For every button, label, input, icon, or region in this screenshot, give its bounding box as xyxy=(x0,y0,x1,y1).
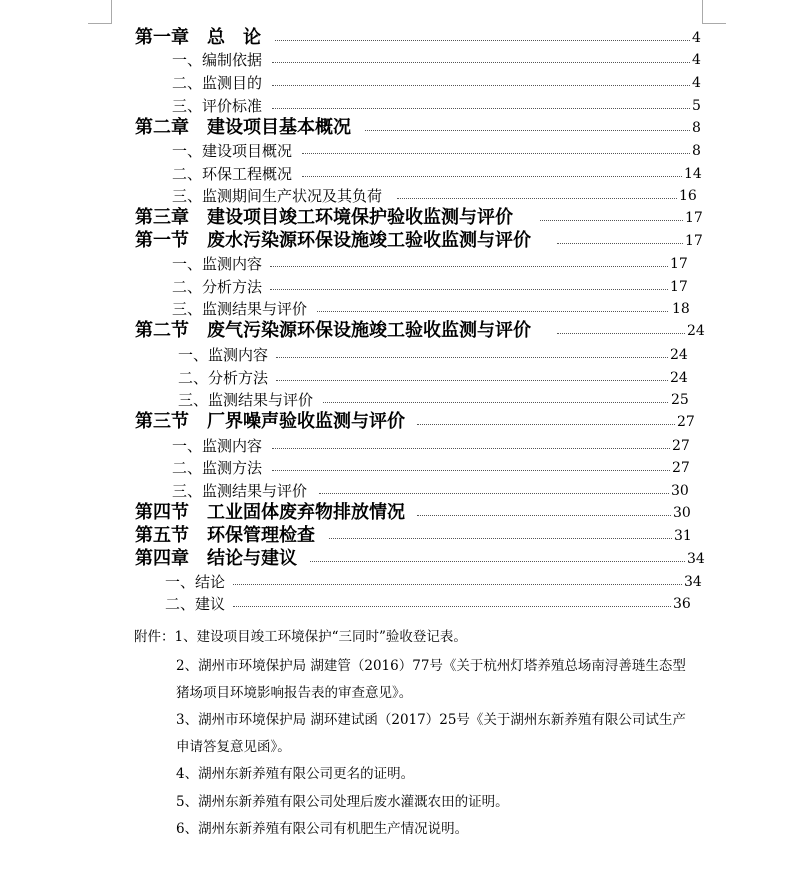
appendix-item: 3、湖州市环境保护局 湖环建试函（2017）25号《关于湖州东新养殖有限公司试生产 xyxy=(176,712,686,728)
toc-entry[interactable] xyxy=(172,185,700,207)
toc-entry-page: 5 xyxy=(690,95,701,117)
toc-entry-label: 三、监测期间生产状况及其负荷 xyxy=(172,187,383,205)
toc-entry-label: 一、监测内容 xyxy=(172,255,263,273)
toc-leader-dots xyxy=(319,493,669,494)
toc-leader-dots xyxy=(275,40,690,41)
toc-leader-dots xyxy=(365,130,690,131)
appendix-item: 附件：1、建设项目竣工环境保护“三同时”验收登记表。 xyxy=(134,629,467,645)
toc-entry-label: 第一节 废水污染源环保设施竣工验收监测与评价 xyxy=(135,230,531,251)
toc-leader-dots xyxy=(540,220,683,221)
toc-entry-page: 31 xyxy=(672,525,692,547)
toc-entry-page: 16 xyxy=(677,185,697,207)
toc-entry[interactable] xyxy=(135,320,705,342)
toc-entry[interactable] xyxy=(178,344,700,366)
toc-entry[interactable] xyxy=(165,571,700,593)
toc-leader-dots xyxy=(557,243,683,244)
toc-entry[interactable] xyxy=(135,502,700,524)
toc-entry[interactable] xyxy=(172,95,700,117)
toc-entry-page: 8 xyxy=(690,117,701,139)
toc-entry-label: 一、监测内容 xyxy=(178,346,269,364)
toc-leader-dots xyxy=(302,176,682,177)
toc-entry-label: 三、监测结果与评价 xyxy=(172,300,308,318)
toc-entry-page: 24 xyxy=(668,344,688,366)
toc-leader-dots xyxy=(270,266,668,267)
toc-leader-dots xyxy=(272,62,690,63)
toc-entry-page: 34 xyxy=(682,571,702,593)
toc-leader-dots xyxy=(323,402,668,403)
toc-entry-page: 30 xyxy=(669,480,689,502)
toc-entry-label: 第二节 废气污染源环保设施竣工验收监测与评价 xyxy=(135,320,531,341)
toc-entry-label: 第五节 环保管理检查 xyxy=(135,525,315,546)
toc-entry-label: 一、监测内容 xyxy=(172,437,263,455)
toc-entry-page: 25 xyxy=(669,389,689,411)
toc-entry-label: 二、监测方法 xyxy=(172,459,263,477)
toc-leader-dots xyxy=(276,380,668,381)
toc-entry[interactable] xyxy=(178,389,700,411)
toc-entry[interactable] xyxy=(135,411,700,433)
toc-entry-label: 第三节 厂界噪声验收监测与评价 xyxy=(135,411,405,432)
toc-entry[interactable] xyxy=(178,367,700,389)
toc-entry-page: 17 xyxy=(668,253,688,275)
toc-entry-page: 17 xyxy=(668,276,688,298)
toc-leader-dots xyxy=(272,108,690,109)
toc-entry-label: 二、建议 xyxy=(165,595,226,613)
toc-entry[interactable] xyxy=(172,435,700,457)
toc-entry[interactable] xyxy=(172,140,700,162)
toc-entry-page: 4 xyxy=(690,72,701,94)
toc-entry[interactable] xyxy=(172,480,700,502)
toc-entry-page: 24 xyxy=(685,320,705,342)
toc-entry[interactable] xyxy=(135,207,703,229)
toc-leader-dots xyxy=(329,538,672,539)
toc-entry[interactable] xyxy=(135,27,700,49)
toc-entry-label: 三、评价标准 xyxy=(172,97,263,115)
toc-leader-dots xyxy=(276,357,668,358)
toc-entry-page: 18 xyxy=(670,298,690,320)
toc-leader-dots xyxy=(233,606,671,607)
toc-entry[interactable] xyxy=(172,253,700,275)
toc-entry-label: 第四节 工业固体废弃物排放情况 xyxy=(135,502,405,523)
appendix-item-continued: 申请答复意见函》。 xyxy=(176,739,291,755)
crop-mark-right-v xyxy=(702,0,703,24)
toc-entry-page: 17 xyxy=(683,230,703,252)
crop-mark-left-v xyxy=(111,0,112,24)
toc-entry-label: 三、监测结果与评价 xyxy=(172,482,308,500)
toc-leader-dots xyxy=(302,153,690,154)
toc-entry-label: 二、监测目的 xyxy=(172,74,263,92)
toc-entry-label: 第三章 建设项目竣工环境保护验收监测与评价 xyxy=(135,207,513,228)
appendix-item: 2、湖州市环境保护局 湖建管（2016）77号《关于杭州灯塔养殖总场南浔善琏生态型 xyxy=(176,658,686,674)
toc-leader-dots xyxy=(317,311,668,312)
toc-entry[interactable] xyxy=(135,230,703,252)
toc-leader-dots xyxy=(270,289,668,290)
toc-entry[interactable] xyxy=(172,276,700,298)
toc-entry-label: 三、监测结果与评价 xyxy=(178,391,314,409)
toc-leader-dots xyxy=(272,85,690,86)
toc-entry[interactable] xyxy=(172,298,700,320)
toc-entry-label: 一、结论 xyxy=(165,573,226,591)
appendix-item: 6、湖州东新养殖有限公司有机肥生产情况说明。 xyxy=(176,821,469,837)
toc-entry-label: 第二章 建设项目基本概况 xyxy=(135,117,351,138)
toc-entry[interactable] xyxy=(135,548,705,570)
appendix-item: 5、湖州东新养殖有限公司处理后废水灌溉农田的证明。 xyxy=(176,794,509,810)
toc-entry-page: 36 xyxy=(671,593,691,615)
toc-entry-page: 27 xyxy=(670,457,690,479)
toc-entry-label: 二、分析方法 xyxy=(172,278,263,296)
toc-leader-dots xyxy=(557,333,685,334)
toc-leader-dots xyxy=(417,424,675,425)
toc-leader-dots xyxy=(310,561,685,562)
toc-entry-page: 30 xyxy=(671,502,691,524)
toc-entry-label: 二、环保工程概况 xyxy=(172,165,293,183)
toc-entry-label: 一、建设项目概况 xyxy=(172,142,293,160)
toc-entry-label: 第四章 结论与建议 xyxy=(135,548,297,569)
toc-entry-page: 17 xyxy=(683,207,703,229)
toc-entry[interactable] xyxy=(135,525,700,547)
toc-entry-label: 一、编制依据 xyxy=(172,51,263,69)
toc-entry[interactable] xyxy=(172,72,700,94)
toc-entry[interactable] xyxy=(172,49,700,71)
appendix-item: 4、湖州东新养殖有限公司更名的证明。 xyxy=(176,766,415,782)
toc-entry-page: 34 xyxy=(685,548,705,570)
toc-entry-page: 27 xyxy=(675,411,695,433)
toc-entry-page: 27 xyxy=(670,435,690,457)
toc-leader-dots xyxy=(272,448,670,449)
appendix-item-continued: 猪场项目环境影响报告表的审查意见》。 xyxy=(176,685,413,701)
toc-entry[interactable] xyxy=(135,117,700,139)
toc-leader-dots xyxy=(272,470,670,471)
toc-entry[interactable] xyxy=(172,163,700,185)
crop-mark-right-h xyxy=(702,23,726,24)
toc-entry[interactable] xyxy=(172,457,700,479)
toc-entry-label: 二、分析方法 xyxy=(178,369,269,387)
toc-entry-page: 8 xyxy=(690,140,701,162)
toc-entry-page: 4 xyxy=(690,49,701,71)
toc-leader-dots xyxy=(417,515,671,516)
toc-entry[interactable] xyxy=(165,593,700,615)
toc-entry-page: 24 xyxy=(668,367,688,389)
crop-mark-left-h xyxy=(88,23,112,24)
toc-entry-label: 第一章 总 论 xyxy=(135,27,261,48)
toc-leader-dots xyxy=(397,198,677,199)
toc-leader-dots xyxy=(233,584,682,585)
toc-entry-page: 14 xyxy=(682,163,702,185)
toc-entry-page: 4 xyxy=(690,27,701,49)
